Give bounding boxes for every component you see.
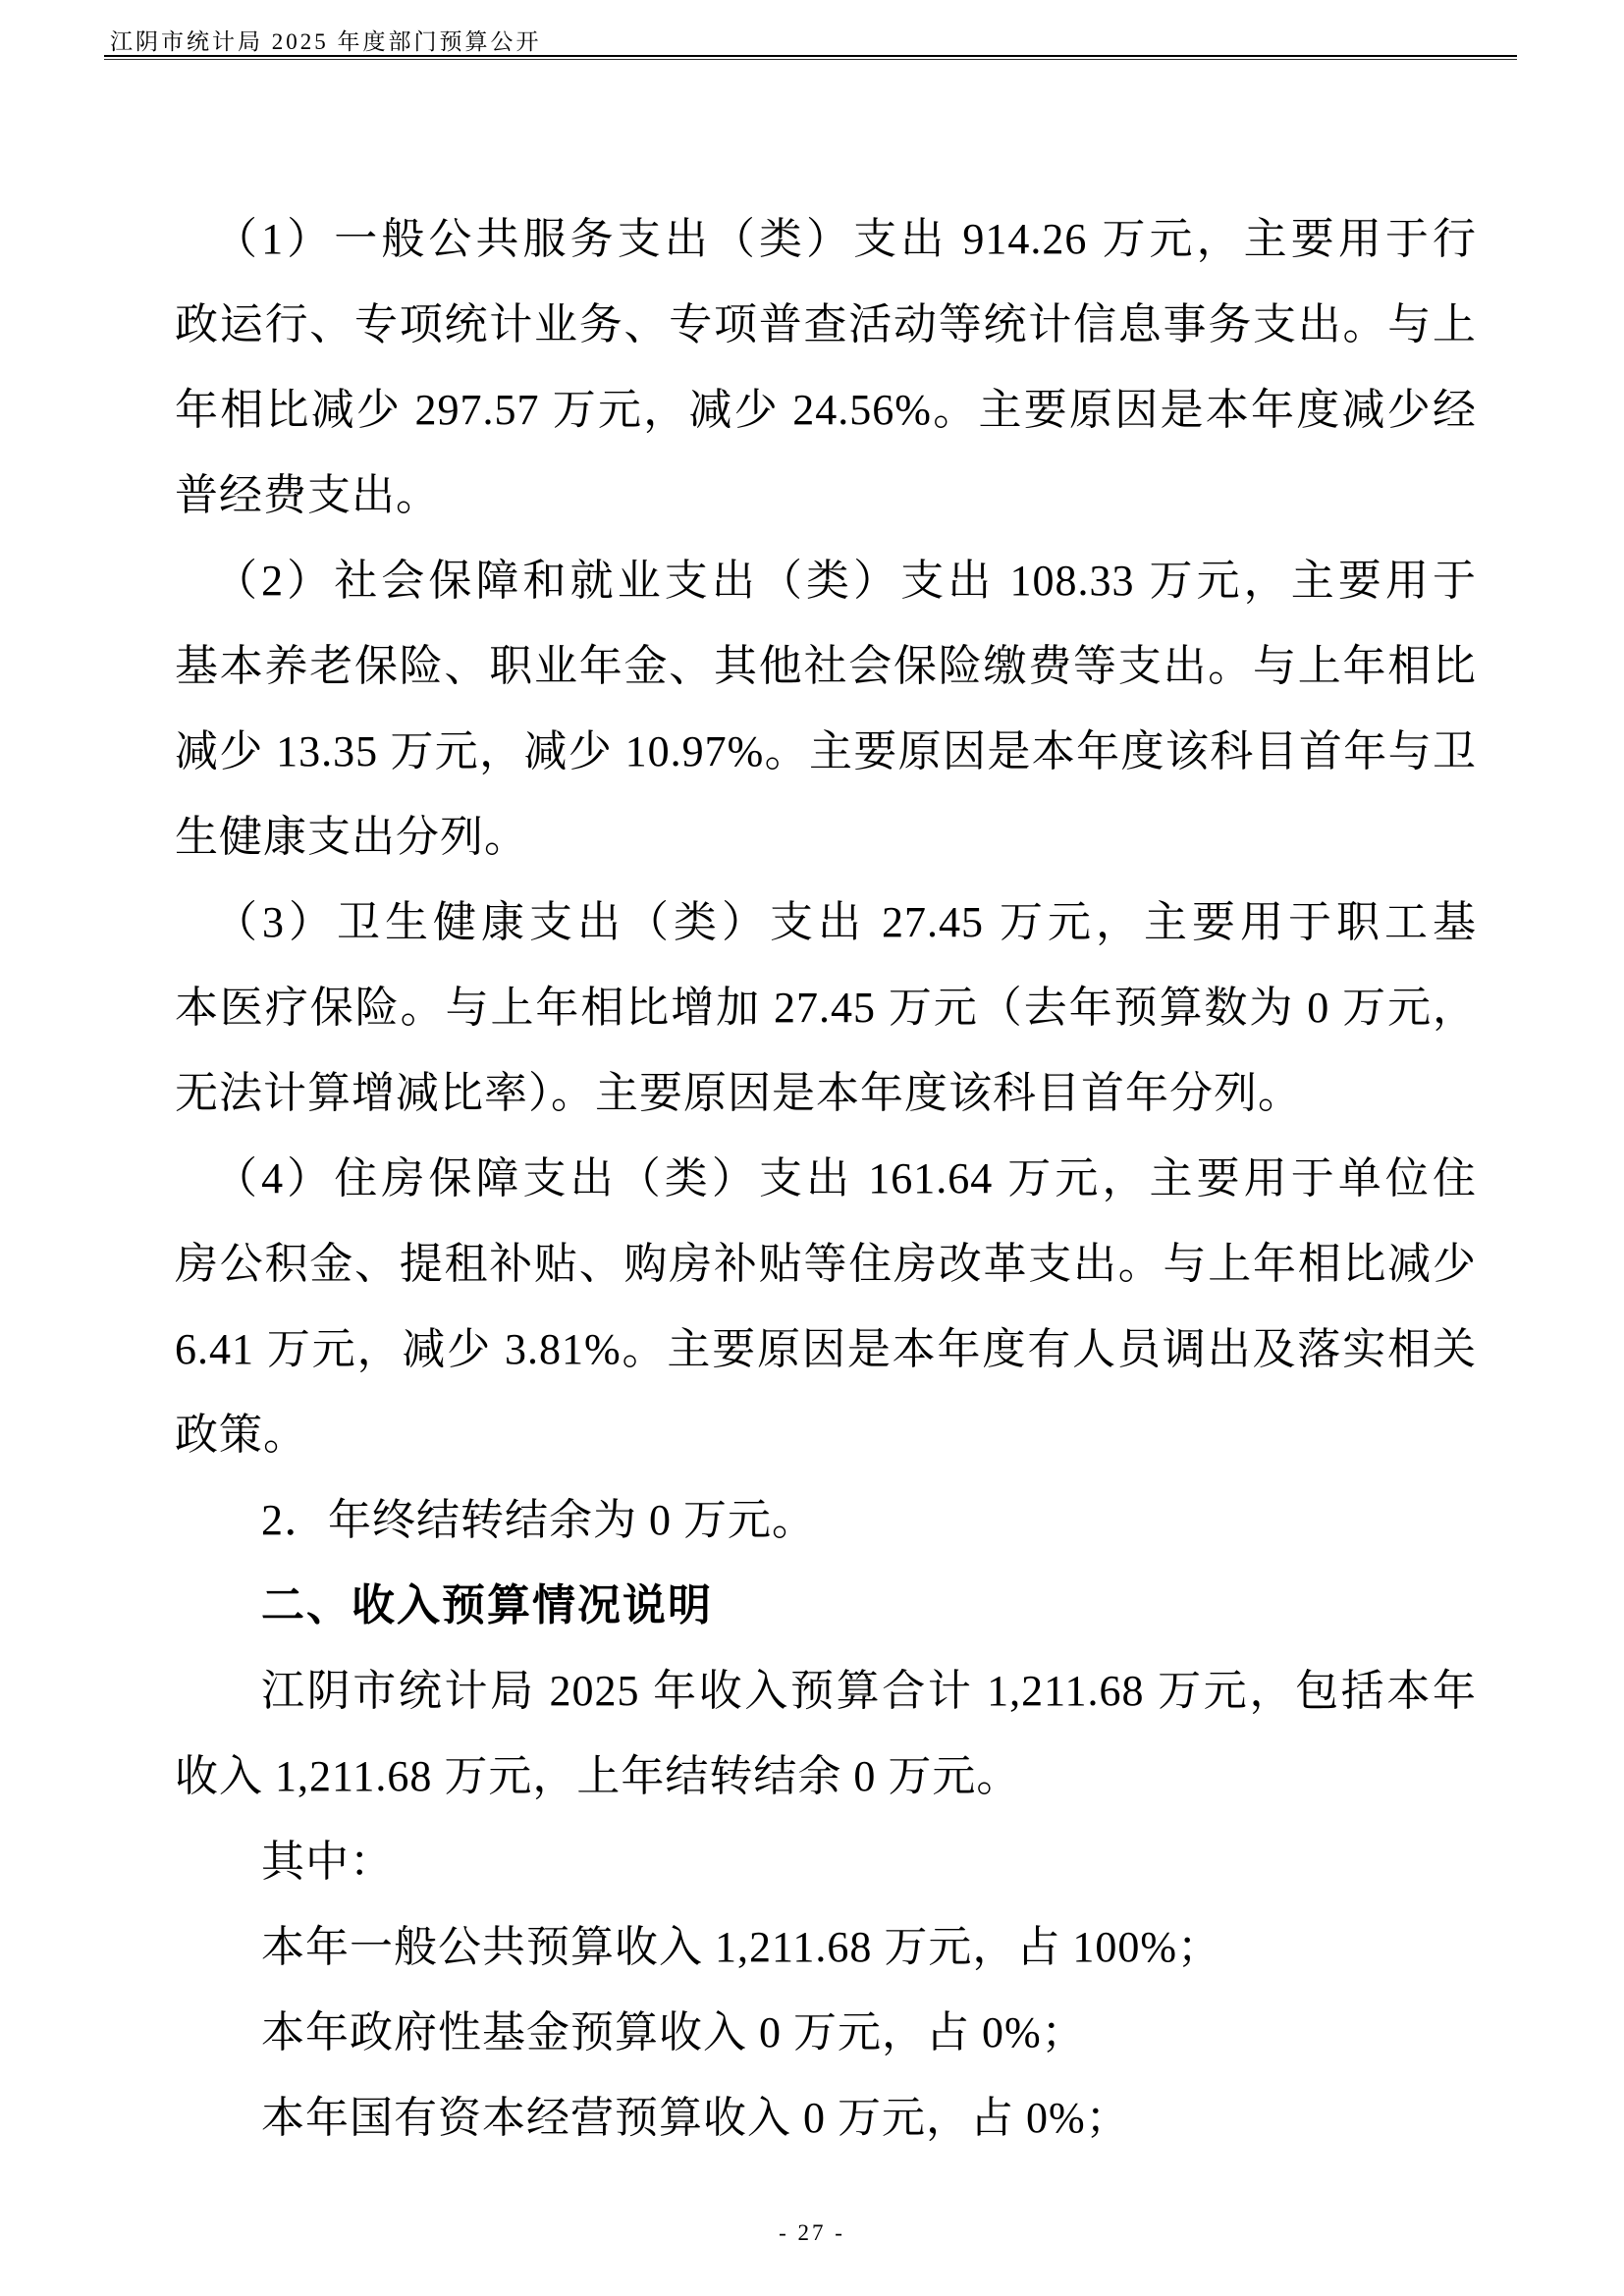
header-rule — [104, 55, 1517, 60]
text-line: 本年国有资本经营预算收入 0 万元，占 0%； — [261, 2094, 1130, 2142]
text-line: 基本养老保险、职业年金、其他社会保险缴费等支出。与上年相比 — [175, 642, 1477, 690]
section-heading: 二、收入预算情况说明 — [261, 1580, 713, 1630]
page-header-title: 江阴市统计局 2025 年度部门预算公开 — [110, 29, 542, 54]
text-line: 政运行、专项统计业务、专项普查活动等统计信息事务支出。与上 — [175, 300, 1477, 348]
page-number: - 27 - — [779, 2220, 845, 2245]
text-line: （4）住房保障支出（类）支出 161.64 万元，主要用于单位住 — [214, 1154, 1477, 1202]
text-line: 收入 1,211.68 万元，上年结转结余 0 万元。 — [175, 1752, 1021, 1800]
text-line: 其中： — [261, 1838, 394, 1886]
text-line: 年相比减少 297.57 万元，减少 24.56%。主要原因是本年度减少经 — [175, 386, 1477, 434]
text-line: 无法计算增减比率）。主要原因是本年度该科目首年分列。 — [175, 1069, 1302, 1117]
text-line: （2）社会保障和就业支出（类）支出 108.33 万元，主要用于 — [214, 557, 1477, 605]
text-line: 减少 13.35 万元，减少 10.97%。主要原因是本年度该科目首年与卫 — [175, 727, 1477, 775]
text-line: 本年政府性基金预算收入 0 万元，占 0%； — [261, 2008, 1086, 2056]
text-line: 2．年终结转结余为 0 万元。 — [261, 1496, 816, 1544]
text-line: 生健康支出分列。 — [175, 813, 528, 861]
document-body — [175, 196, 1477, 2161]
text-line: 普经费支出。 — [175, 471, 440, 519]
text-line: 江阴市统计局 2025 年收入预算合计 1,211.68 万元，包括本年 — [261, 1667, 1477, 1715]
text-line: 6.41 万元，减少 3.81%。主要原因是本年度有人员调出及落实相关 — [175, 1325, 1477, 1373]
text-line: 本医疗保险。与上年相比增加 27.45 万元（去年预算数为 0 万元， — [175, 984, 1477, 1032]
text-line: （1）一般公共服务支出（类）支出 914.26 万元，主要用于行 — [214, 215, 1477, 263]
text-line: 房公积金、提租补贴、购房补贴等住房改革支出。与上年相比减少 — [175, 1240, 1477, 1288]
text-line: 本年一般公共预算收入 1,211.68 万元，占 100%； — [261, 1923, 1222, 1971]
text-line: （3）卫生健康支出（类）支出 27.45 万元，主要用于职工基 — [214, 898, 1477, 946]
text-line: 政策。 — [175, 1411, 307, 1459]
